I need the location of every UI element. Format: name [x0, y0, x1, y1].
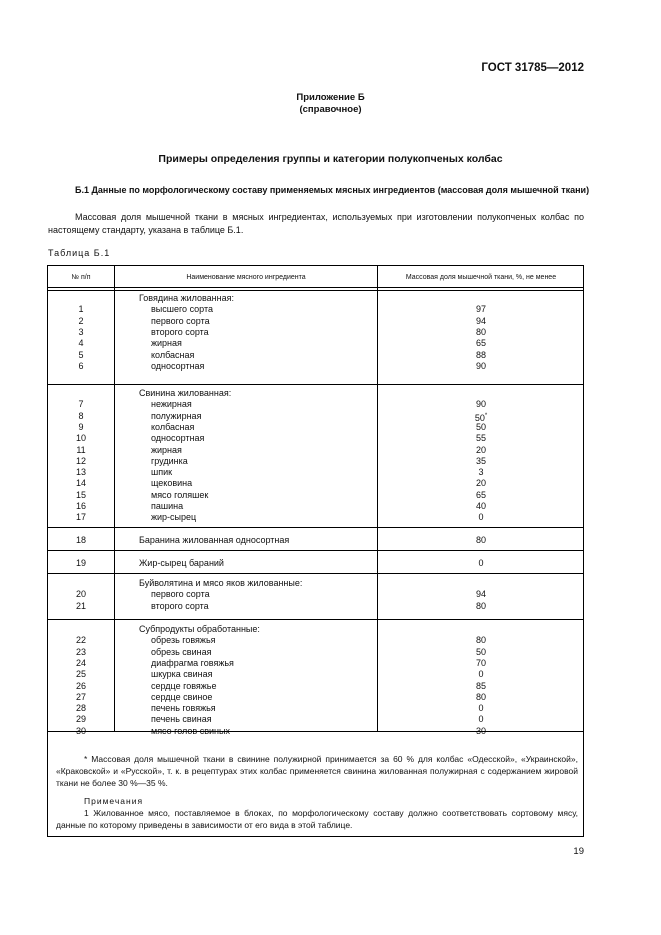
row-number: 12 — [75, 455, 86, 466]
value-text: 20 — [475, 478, 486, 489]
mass-fraction-value — [378, 467, 584, 478]
row-number: 29 — [75, 714, 86, 725]
ingredient-name: шпик — [151, 467, 173, 478]
table-b1 — [47, 265, 584, 837]
row-number: 25 — [75, 669, 86, 680]
value-text: 94 — [475, 315, 486, 326]
row-number: 14 — [75, 478, 86, 489]
standard-number: ГОСТ 31785—2012 — [481, 62, 584, 74]
mass-fraction-value — [378, 361, 584, 372]
mass-fraction-value — [378, 327, 584, 338]
value-text: 0 — [478, 558, 484, 568]
row-number: 23 — [75, 646, 86, 657]
value-text: 0 — [478, 703, 484, 714]
section-paragraph: Массовая доля мышечной ткани в мясных ингредиентах, используемых при изготовлении полукопченых колбас по настоящему стандарту, указана в таблице Б.1. — [48, 212, 584, 235]
value-text: 88 — [475, 349, 486, 360]
group-title: Буйволятина и мясо яков жилованные: — [139, 578, 303, 588]
value-text: 0 — [478, 714, 484, 725]
header-rule — [48, 287, 583, 288]
mass-fraction-value — [378, 635, 584, 646]
value-text: 80 — [475, 535, 486, 545]
row-number: 11 — [76, 444, 86, 455]
ingredient-name: второго сорта — [151, 600, 209, 611]
notes-title: Примечания — [84, 796, 144, 806]
ingredient-name: второго сорта — [151, 326, 209, 337]
document-title: Примеры определения группы и категории полукопченых колбас — [158, 153, 503, 165]
mass-fraction-value — [378, 422, 584, 433]
value-text: 80 — [475, 691, 486, 702]
group-rule — [48, 384, 583, 385]
ingredient-name: односортная — [151, 433, 205, 444]
value-text: 90 — [475, 360, 486, 371]
mass-fraction-value — [378, 692, 584, 703]
mass-fraction-value — [378, 714, 584, 725]
row-number: 8 — [78, 410, 84, 421]
row-number: 7 — [78, 399, 84, 410]
header-rule — [48, 290, 583, 291]
header-number: № п/п — [71, 274, 91, 281]
row-number: 27 — [75, 691, 86, 702]
header-mass-fraction: Массовая доля мышечной ткани, %, не менее — [405, 274, 557, 281]
mass-fraction-value — [378, 647, 584, 658]
row-number: 13 — [75, 467, 86, 478]
row-number: 2 — [78, 315, 84, 326]
group-rule — [48, 550, 583, 551]
mass-fraction-value — [378, 501, 584, 512]
mass-fraction-value — [378, 681, 584, 692]
row-number: 3 — [78, 326, 84, 337]
footnote-marker: * — [484, 412, 488, 419]
appendix-subtitle: (справочное) — [299, 104, 362, 115]
ingredient-name: первого сорта — [151, 589, 210, 600]
col-divider — [114, 266, 115, 731]
ingredient-name: колбасная — [151, 349, 195, 360]
value-text: 90 — [475, 399, 486, 410]
group-title: Говядина жилованная: — [139, 293, 234, 303]
mass-fraction-value — [378, 589, 584, 600]
ingredient-name: нежирная — [151, 399, 192, 410]
row-number: 26 — [75, 680, 86, 691]
row-number: 24 — [75, 657, 86, 668]
value-text: 55 — [475, 433, 486, 444]
table-caption: Таблица Б.1 — [48, 248, 111, 258]
row-number: 6 — [78, 360, 84, 371]
group-rule — [48, 527, 583, 528]
ingredient-name: колбасная — [151, 421, 195, 432]
mass-fraction-value — [378, 350, 584, 361]
ingredient-name: жир-сырец — [151, 512, 197, 523]
value-text: 80 — [475, 635, 486, 646]
ingredient-name: обрезь говяжья — [151, 635, 216, 646]
value-text: 80 — [475, 326, 486, 337]
row-number: 20 — [75, 589, 86, 600]
row-number: 5 — [78, 349, 84, 360]
value-text: 65 — [475, 338, 486, 349]
group-title: Свинина жилованная: — [139, 388, 232, 398]
mass-fraction-value — [378, 456, 584, 467]
note-1: 1 Жилованное мясо, поставляемое в блоках, по морфологическому составу должно соответствовать сортовому мясу, данные по которому приведены в зависимости от его вида в этой таблице. — [56, 808, 578, 830]
value-text: 20 — [475, 444, 486, 455]
mass-fraction-value — [378, 512, 584, 523]
row-number: 17 — [75, 512, 86, 523]
ingredient-name: односортная — [151, 360, 205, 371]
ingredient-name: Жир-сырец бараний — [139, 558, 224, 568]
mass-fraction-value — [378, 669, 584, 680]
table-footnote: * Массовая доля мышечной ткани в свинине полужирной принимается за 60 % для колбас «Одесской», «Украинской», «Краковской» и «Русской», т. к. в рецептурах этих колбас применяется свинина жилованная полужирная с содержанием жировой ткани не более 30 %—35 %. — [56, 754, 578, 788]
value-text: 50 — [475, 421, 486, 432]
ingredient-name: шкурка свиная — [151, 669, 213, 680]
table-rule — [48, 731, 583, 732]
row-number: 22 — [75, 635, 86, 646]
row-number: 9 — [78, 421, 84, 432]
ingredient-name: щековина — [151, 478, 193, 489]
value-text: 0 — [478, 512, 484, 523]
ingredient-name: печень говяжья — [151, 703, 216, 714]
value-text: 35 — [475, 455, 486, 466]
value-text: 80 — [475, 600, 486, 611]
mass-fraction-value — [378, 558, 584, 569]
mass-fraction-value — [378, 478, 584, 489]
appendix-title: Приложение Б — [296, 92, 365, 103]
page-number: 19 — [573, 846, 584, 857]
ingredient-name: полужирная — [151, 410, 202, 421]
value-text: 97 — [475, 304, 486, 315]
mass-fraction-value — [378, 433, 584, 444]
ingredient-name: пашина — [151, 501, 184, 511]
mass-fraction-value — [378, 703, 584, 714]
header-ingredient: Наименование мясного ингредиента — [186, 274, 306, 281]
ingredient-name: диафрагма говяжья — [151, 657, 234, 668]
row-number: 18 — [75, 535, 86, 545]
group-rule — [48, 619, 583, 620]
ingredient-name: печень свиная — [151, 714, 212, 725]
value-text: 0 — [478, 669, 484, 680]
row-number: 16 — [75, 501, 86, 511]
mass-fraction-value — [378, 535, 584, 546]
value-text: 40 — [475, 501, 486, 511]
mass-fraction-value — [378, 658, 584, 669]
row-number: 10 — [75, 433, 86, 444]
value-text: 85 — [475, 680, 486, 691]
mass-fraction-value — [378, 304, 584, 315]
group-rule — [48, 573, 583, 574]
ingredient-name: мясо голяшек — [151, 489, 209, 500]
section-heading: Б.1 Данные по морфологическому составу применяемых мясных ингредиентов (массовая доля мышечной ткани) — [75, 185, 590, 195]
row-number: 28 — [75, 703, 86, 714]
value-text: 65 — [475, 489, 486, 500]
row-number: 15 — [75, 489, 86, 500]
group-title: Субпродукты обработанные: — [139, 624, 260, 634]
ingredient-name: жирная — [151, 338, 182, 349]
value-text: 70 — [475, 657, 486, 668]
mass-fraction-value — [378, 399, 584, 410]
value-text: 3 — [478, 467, 484, 478]
value-text: 50 — [474, 412, 485, 423]
ingredient-name: сердце говяжье — [151, 680, 217, 691]
ingredient-name: высшего сорта — [151, 304, 214, 315]
ingredient-name: грудинка — [151, 455, 188, 466]
row-number: 19 — [75, 558, 86, 568]
ingredient-name: жирная — [151, 444, 182, 455]
row-number: 1 — [78, 304, 84, 315]
row-number: 21 — [75, 600, 86, 611]
value-text: 94 — [475, 589, 486, 600]
mass-fraction-value — [378, 601, 584, 612]
value-text: 50 — [475, 646, 486, 657]
mass-fraction-value — [378, 490, 584, 501]
ingredient-name: Баранина жилованная односортная — [139, 535, 290, 545]
mass-fraction-value — [378, 445, 584, 456]
mass-fraction-value — [378, 338, 584, 349]
ingredient-name: сердце свиное — [151, 691, 213, 702]
row-number: 4 — [78, 338, 84, 349]
ingredient-name: обрезь свиная — [151, 646, 212, 657]
mass-fraction-value — [378, 316, 584, 327]
ingredient-name: первого сорта — [151, 315, 210, 326]
